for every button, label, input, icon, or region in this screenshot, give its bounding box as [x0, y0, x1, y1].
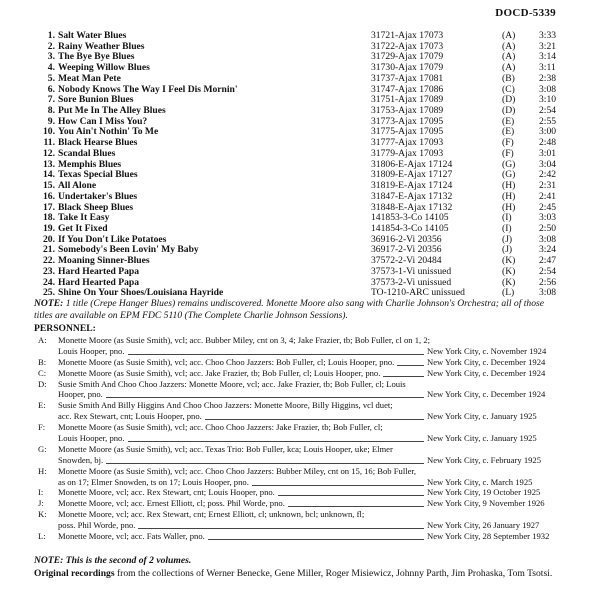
track-session: (C): [502, 83, 515, 95]
track-title: Somebody's Been Lovin' My Baby: [58, 244, 199, 256]
session-label: B:: [38, 356, 47, 367]
session-lineup-text: Monette Moore (as Susie Smith), vcl; acc. Choo Choo Jazzers: Bob Fuller, cl; Louis Hooper, pno.: [58, 356, 395, 367]
track-matrix: 31722-Ajax 17073: [371, 40, 444, 52]
leader-line: [128, 441, 424, 442]
track-title: Memphis Blues: [58, 158, 122, 170]
track-matrix: 37573-1-Vi unissued: [371, 265, 452, 277]
track-row: [0, 192, 600, 203]
track-number: 23.: [43, 265, 55, 277]
track-duration: 3:08: [539, 287, 557, 299]
session-place-date: New York City, 9 November 1926: [427, 498, 545, 509]
leader-line: [397, 365, 424, 366]
session-lineup-text: Susie Smith And Choo Choo Jazzers: Monette Moore, vcl; acc. Jake Frazier, tb; Bob Fuller, cl; Louis: [58, 378, 406, 389]
leader-line: [383, 376, 424, 377]
note-paragraph: [34, 298, 564, 321]
track-matrix: 31730-Ajax 17079: [371, 62, 444, 74]
session-place-date: New York City, 26 January 1927: [427, 520, 540, 531]
track-number: 11.: [43, 137, 55, 149]
track-duration: 2:47: [539, 255, 557, 267]
leader-line: [138, 528, 424, 529]
track-title: How Can I Miss You?: [58, 115, 148, 127]
track-number: 17.: [43, 201, 55, 213]
track-duration: 3:24: [539, 244, 557, 256]
session-entry: [0, 368, 600, 379]
session-lineup-text: Monette Moore (as Susie Smith), vcl; acc. Jake Frazier, tb; Bob Fuller, cl; Louis Hooper, pno.: [58, 367, 381, 378]
track-title: Moaning Sinner-Blues: [58, 255, 150, 267]
track-matrix: TO-1210-ARC unissued: [371, 287, 465, 299]
leader-line: [208, 539, 424, 540]
leader-line: [106, 397, 424, 398]
session-label: C:: [38, 367, 47, 378]
session-place-date: New York City, c. December 1924: [427, 367, 546, 378]
track-matrix: 141854-3-Co 14105: [371, 222, 449, 234]
session-lineup-text: Monette Moore (as Susie Smith), vcl; acc. Choo Choo Jazzers: Bubber Miley, cnt on 15, 16; Bob Fuller,: [58, 465, 417, 476]
track-duration: 3:00: [539, 126, 557, 138]
track-duration: 2:42: [539, 169, 557, 181]
track-matrix: 31819-E-Ajax 17124: [371, 180, 453, 192]
track-session: (D): [502, 94, 516, 106]
session-line: [0, 466, 600, 477]
track-session: (F): [502, 137, 514, 149]
track-session: (B): [502, 72, 515, 84]
track-duration: 3:21: [539, 40, 557, 52]
session-place-date: New York City, c. January 1925: [427, 433, 537, 444]
track-title: If You Don't Like Potatoes: [58, 233, 167, 245]
track-duration: 3:01: [539, 147, 557, 159]
track-session: (J): [502, 233, 513, 245]
track-matrix: 31753-Ajax 17089: [371, 105, 444, 117]
track-title: The Bye Bye Blues: [58, 51, 135, 63]
session-label: A:: [38, 335, 47, 345]
session-line: [0, 531, 600, 542]
track-number: 25.: [43, 287, 55, 299]
session-lineup-text: Hooper, pno.: [58, 389, 103, 400]
track-number: 19.: [43, 222, 55, 234]
session-place-date: New York City, c. December 1924: [427, 389, 546, 400]
track-matrix: 141853-3-Co 14105: [371, 212, 449, 224]
personnel-heading: PERSONNEL:: [34, 323, 96, 334]
session-line: [0, 509, 600, 520]
track-number: 24.: [43, 276, 55, 288]
session-line: [0, 498, 600, 509]
track-title: Hard Hearted Papa: [58, 265, 140, 277]
track-duration: 2:48: [539, 137, 557, 149]
leader-line: [288, 506, 424, 507]
session-entry: [0, 509, 600, 531]
track-title: Scandal Blues: [58, 147, 116, 159]
track-number: 1.: [47, 30, 55, 41]
track-session: (A): [502, 51, 516, 63]
session-entry: [0, 466, 600, 488]
track-duration: 2:31: [539, 180, 557, 192]
session-place-date: New York City, c. November 1924: [427, 345, 547, 356]
track-duration: 2:54: [539, 265, 557, 277]
session-line: [0, 477, 600, 488]
track-title: Meat Man Pete: [58, 72, 121, 84]
track-session: (E): [502, 126, 515, 138]
session-line: [0, 520, 600, 531]
track-session: (K): [502, 276, 516, 288]
track-session: (F): [502, 147, 514, 159]
track-title: Hard Hearted Papa: [58, 276, 140, 288]
track-title: Nobody Knows The Way I Feel Dis Mornin': [58, 83, 238, 95]
track-row: [0, 74, 600, 85]
track-session: (I): [502, 222, 512, 234]
catalog-number: DOCD-5339: [495, 7, 556, 19]
track-session: (A): [502, 40, 516, 52]
session-label: I:: [38, 487, 44, 498]
track-duration: 2:50: [539, 222, 557, 234]
session-entry: [0, 335, 600, 357]
track-session: (L): [502, 287, 515, 299]
leader-line: [128, 354, 424, 355]
original-text: from the collections of Werner Benecke, Gene Miller, Roger Misiewicz, Johnny Parth, Jim Prohaska, Tom Tsotsi.: [116, 568, 553, 579]
track-session: (G): [502, 169, 516, 181]
session-line: [0, 335, 600, 346]
track-session: (H): [502, 201, 516, 213]
track-session: (A): [502, 62, 516, 74]
original-recordings-credit: [34, 568, 574, 580]
track-matrix: 36916-2-Vi 20356: [371, 233, 442, 245]
track-matrix: 37573-2-Vi unissued: [371, 276, 452, 288]
original-label: Original recordings: [34, 568, 115, 579]
track-matrix: 31848-E-Ajax 17132: [371, 201, 453, 213]
track-title: Rainy Weather Blues: [58, 40, 145, 52]
session-entry: [0, 487, 600, 498]
track-matrix: 31729-Ajax 17079: [371, 51, 444, 63]
track-duration: 3:04: [539, 158, 557, 170]
track-session: (D): [502, 105, 516, 117]
track-number: 21.: [43, 244, 55, 256]
session-lineup-text: Snowden, bj.: [58, 454, 104, 465]
leader-line: [252, 485, 424, 486]
track-matrix: 36917-2-Vi 20356: [371, 244, 442, 256]
track-duration: 2:56: [539, 276, 557, 288]
track-number: 12.: [43, 147, 55, 159]
personnel-list: [0, 335, 600, 542]
track-title: Shine On Your Shoes/Louisiana Hayride: [58, 287, 224, 299]
track-title: Texas Special Blues: [58, 169, 138, 181]
track-duration: 2:45: [539, 201, 557, 213]
track-number: 9.: [47, 115, 55, 127]
track-session: (A): [502, 30, 516, 41]
session-lineup-text: poss. Phil Worde, pno.: [58, 520, 136, 531]
track-duration: 3:10: [539, 94, 557, 106]
session-entry: [0, 498, 600, 509]
track-session: (K): [502, 255, 516, 267]
track-row: [0, 267, 600, 278]
session-place-date: New York City, c. January 1925: [427, 411, 537, 422]
session-lineup-text: Monette Moore (as Susie Smith), vcl; acc. Texas Trio: Bob Fuller, kca; Louis Hooper, uke; Elmer: [58, 443, 393, 454]
session-line: [0, 411, 600, 422]
session-place-date: New York City, 19 October 1925: [427, 487, 541, 498]
track-list: [0, 31, 600, 299]
track-number: 6.: [47, 83, 55, 95]
session-line: [0, 422, 600, 433]
session-lineup-text: Louis Hooper, pno.: [58, 433, 125, 444]
track-session: (K): [502, 265, 516, 277]
track-matrix: 31806-E-Ajax 17124: [371, 158, 453, 170]
session-lineup-text: Monette Moore (as Susie Smith), vcl; acc. Bubber Miley, cnt on 3, 4; Jake Frazier, tb; Bob Fuller, cl on 1, 2;: [58, 335, 431, 345]
track-title: Black Sheep Blues: [58, 201, 134, 213]
track-duration: 3:08: [539, 233, 557, 245]
track-number: 2.: [47, 40, 55, 52]
session-label: G:: [38, 443, 47, 454]
session-place-date: New York City, c. March 1925: [427, 476, 533, 487]
session-line: [0, 357, 600, 368]
track-number: 3.: [47, 51, 55, 63]
track-title: Sore Bunion Blues: [58, 94, 134, 106]
track-number: 20.: [43, 233, 55, 245]
track-title: Take It Easy: [58, 212, 110, 224]
session-label: K:: [38, 509, 47, 520]
track-title: Undertaker's Blues: [58, 190, 138, 202]
track-duration: 3:33: [539, 30, 557, 41]
track-duration: 3:08: [539, 83, 557, 95]
track-matrix: 31751-Ajax 17089: [371, 94, 444, 106]
session-lineup-text: acc. Rex Stewart, cnt; Louis Hooper, pno.: [58, 411, 202, 422]
track-session: (G): [502, 158, 516, 170]
volume-note: NOTE: This is the second of 2 volumes.: [34, 555, 192, 566]
track-session: (H): [502, 180, 516, 192]
session-lineup-text: Monette Moore (as Susie Smith), vcl; acc. Choo Choo Jazzers: Jake Frazier, tb; Bob Fuller, cl;: [58, 422, 383, 433]
session-label: D:: [38, 378, 47, 389]
session-lineup-text: Monette Moore, vcl; acc. Fats Waller, pno.: [58, 531, 205, 542]
session-label: J:: [38, 498, 44, 509]
session-entry: [0, 444, 600, 466]
track-number: 14.: [43, 169, 55, 181]
leader-line: [205, 419, 424, 420]
track-duration: 3:03: [539, 212, 557, 224]
track-number: 5.: [47, 72, 55, 84]
track-title: You Ain't Nothin' To Me: [58, 126, 159, 138]
track-title: All Alone: [58, 180, 97, 192]
session-line: [0, 455, 600, 466]
track-number: 16.: [43, 190, 55, 202]
track-number: 8.: [47, 105, 55, 117]
track-matrix: 31721-Ajax 17073: [371, 30, 444, 41]
session-line: [0, 346, 600, 357]
track-number: 18.: [43, 212, 55, 224]
track-session: (J): [502, 244, 513, 256]
track-session: (I): [502, 212, 512, 224]
session-place-date: New York City, 28 September 1932: [427, 531, 550, 542]
note-label: NOTE:: [34, 298, 64, 309]
track-title: Salt Water Blues: [58, 30, 127, 41]
session-line: [0, 379, 600, 390]
track-title: Put Me In The Alley Blues: [58, 105, 166, 117]
track-title: Get It Fixed: [58, 222, 108, 234]
track-matrix: 31777-Ajax 17093: [371, 137, 444, 149]
session-label: E:: [38, 400, 46, 411]
track-number: 4.: [47, 62, 55, 74]
track-matrix: 31779-Ajax 17093: [371, 147, 444, 159]
leader-line: [106, 463, 424, 464]
track-title: Black Hearse Blues: [58, 137, 138, 149]
track-number: 10.: [43, 126, 55, 138]
session-line: [0, 433, 600, 444]
session-line: [0, 389, 600, 400]
session-label: F:: [38, 422, 46, 433]
session-line: [0, 487, 600, 498]
leader-line: [278, 495, 424, 496]
track-matrix: 31773-Ajax 17095: [371, 115, 444, 127]
track-number: 7.: [47, 94, 55, 106]
session-lineup-text: Monette Moore, vcl; acc. Rex Stewart, cnt; Ernest Elliott, cl; unknown, bcl; unknown, fl;: [58, 509, 365, 520]
track-duration: 2:55: [539, 115, 557, 127]
session-place-date: New York City, c. December 1924: [427, 356, 546, 367]
track-duration: 3:11: [539, 62, 556, 74]
track-matrix: 31737-Ajax 17081: [371, 72, 444, 84]
track-number: 13.: [43, 158, 55, 170]
session-label: H:: [38, 465, 47, 476]
session-lineup-text: Monette Moore, vcl; acc. Ernest Elliott, cl; poss. Phil Worde, pno.: [58, 498, 285, 509]
track-matrix: 31847-E-Ajax 17132: [371, 190, 453, 202]
session-lineup-text: Louis Hooper, pno.: [58, 345, 125, 356]
track-session: (E): [502, 115, 515, 127]
track-title: Weeping Willow Blues: [58, 62, 150, 74]
session-lineup-text: Monette Moore, vcl; acc. Rex Stewart, cnt; Louis Hooper, pno.: [58, 487, 275, 498]
track-matrix: 31775-Ajax 17095: [371, 126, 444, 138]
session-line: [0, 444, 600, 455]
track-number: 22.: [43, 255, 55, 267]
session-line: [0, 368, 600, 379]
track-duration: 2:41: [539, 190, 557, 202]
session-label: L:: [38, 531, 46, 542]
note-text: 1 title (Crepe Hanger Blues) remains undiscovered. Monette Moore also sang with Charlie Johnson's Orchestra; all of those titles are available on EPM FDC 5110 (The Complete Charlie Johnson Sessions).: [34, 298, 545, 321]
track-duration: 2:38: [539, 72, 557, 84]
session-entry: [0, 531, 600, 542]
track-session: (H): [502, 190, 516, 202]
track-duration: 2:54: [539, 105, 557, 117]
session-place-date: New York City, c. February 1925: [427, 454, 542, 465]
session-entry: [0, 422, 600, 444]
track-matrix: 37572-2-Vi 20484: [371, 255, 442, 267]
session-line: [0, 400, 600, 411]
track-number: 15.: [43, 180, 55, 192]
session-entry: [0, 400, 600, 422]
track-duration: 3:14: [539, 51, 557, 63]
track-matrix: 31809-E-Ajax 17127: [371, 169, 453, 181]
session-lineup-text: Susie Smith And Billy Higgins And Choo Choo Jazzers: Monette Moore, Billy Higgins, vcl duet;: [58, 400, 393, 411]
session-entry: [0, 379, 600, 401]
session-lineup-text: as on 17; Elmer Snowden, ts on 17; Louis Hooper, pno.: [58, 476, 249, 487]
track-matrix: 31747-Ajax 17086: [371, 83, 444, 95]
session-entry: [0, 357, 600, 368]
